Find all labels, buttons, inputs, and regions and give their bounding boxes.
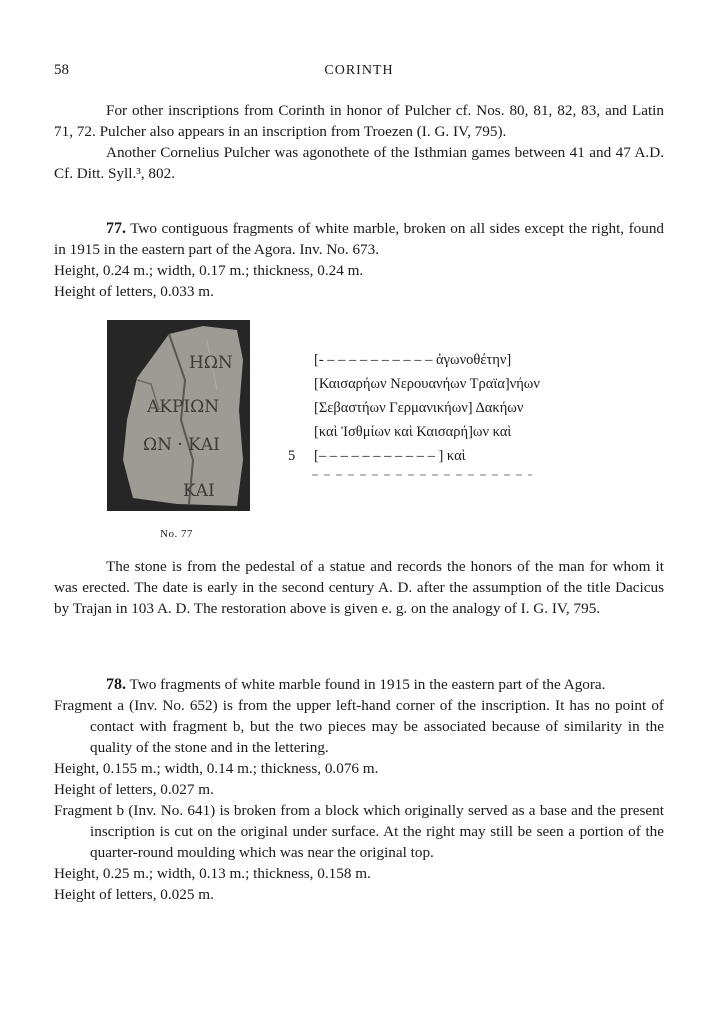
fragment-b-letter-height: Height of letters, 0.025 m.	[54, 886, 214, 903]
entry-78-number: 78.	[106, 676, 126, 693]
greek-line	[288, 348, 588, 372]
entry-77-number: 77.	[106, 220, 126, 237]
running-head: CORINTH	[324, 63, 394, 78]
intro-paragraph-2: Another Cornelius Pulcher was agonothete of the Isthmian games between 41 and 47 A.D. Cf. Ditt. Syll.³, 802.	[54, 144, 664, 182]
fragment-a-description: Fragment a (Inv. No. 652) is from the upper left-hand corner of the inscription. It has no point of contact with fragment b, but the two pieces may be associated because of similarity in the quality of the stone and in the lettering.	[54, 697, 664, 756]
greek-line-text: [– – – – – – – – – – – ] καὶ	[314, 448, 466, 464]
photo-text-line-3: ΩΝ · ΚΑΙ	[143, 435, 220, 455]
greek-line	[288, 420, 588, 444]
greek-line	[288, 444, 588, 468]
photo-caption: No. 77	[160, 528, 193, 540]
entry-77-description: Two contiguous fragments of white marble, broken on all sides except the right, found in 1915 in the eastern part of the Agora. Inv. No. 673.	[54, 220, 665, 258]
greek-line-text: [Καισαρήων Νερουανήων Τραϊα]νήων	[314, 376, 540, 392]
greek-line-text: [Σεβαστήων Γερμανικήων] Δακήων	[314, 400, 524, 416]
greek-line	[288, 372, 588, 396]
greek-line-text: [καὶ Ἰσθμίων καὶ Καισαρή]ων καὶ	[314, 424, 512, 440]
lacuna-dashes	[312, 470, 532, 480]
entry-77	[54, 218, 664, 302]
photo-text-line-2: ΑΚΡΙΩΝ	[147, 397, 220, 417]
fragment-a-dimensions: Height, 0.155 m.; width, 0.14 m.; thickness, 0.076 m.	[54, 760, 379, 777]
entry-78-description-paragraph	[54, 674, 664, 695]
entry-78	[54, 674, 664, 905]
greek-line	[288, 396, 588, 420]
page-header	[54, 60, 664, 82]
entry-77-description-paragraph	[54, 218, 664, 260]
photo-text-line-1: ΗΩΝ	[189, 353, 233, 373]
fragment-a-letter-height: Height of letters, 0.027 m.	[54, 781, 214, 798]
entry-78-description: Two fragments of white marble found in 1915 in the eastern part of the Agora.	[129, 676, 606, 693]
entry-77-dimensions: Height, 0.24 m.; width, 0.17 m.; thickness, 0.24 m.	[54, 262, 364, 279]
intro-paragraph-1: For other inscriptions from Corinth in honor of Pulcher cf. Nos. 80, 81, 82, 83, and Latin 71, 72. Pulcher also appears in an inscription from Troezen (I. G. IV, 795).	[54, 102, 664, 140]
page-number: 58	[54, 62, 69, 78]
entry-77-commentary-block	[54, 556, 664, 619]
inscription-photo	[107, 320, 250, 511]
greek-restoration	[288, 348, 588, 468]
fragment-b-description: Fragment b (Inv. No. 641) is broken from a block which originally served as a base and the present inscription is cut on the original under surface. At the right may still be seen a portion of the quarter-round moulding which was near the original top.	[54, 802, 664, 861]
marble-fragment-image	[107, 320, 250, 511]
photo-text-line-4: ΚΑΙ	[183, 481, 215, 501]
fragment-b-dimensions: Height, 0.25 m.; width, 0.13 m.; thickness, 0.158 m.	[54, 865, 371, 882]
entry-77-letter-height: Height of letters, 0.033 m.	[54, 283, 214, 300]
greek-line-text: [- – – – – – – – – – – ἀγωνοθέτην]	[314, 352, 512, 368]
entry-77-commentary: The stone is from the pedestal of a statue and records the honors of the man for whom it was erected. The date is early in the second century A. D. after the assumption of the title Dacicus by Trajan in 103 A. D. The restoration above is given e. g. on the analogy of I. G. IV, 795.	[54, 558, 664, 617]
intro-section	[54, 100, 664, 184]
line-number: 5	[288, 448, 296, 464]
